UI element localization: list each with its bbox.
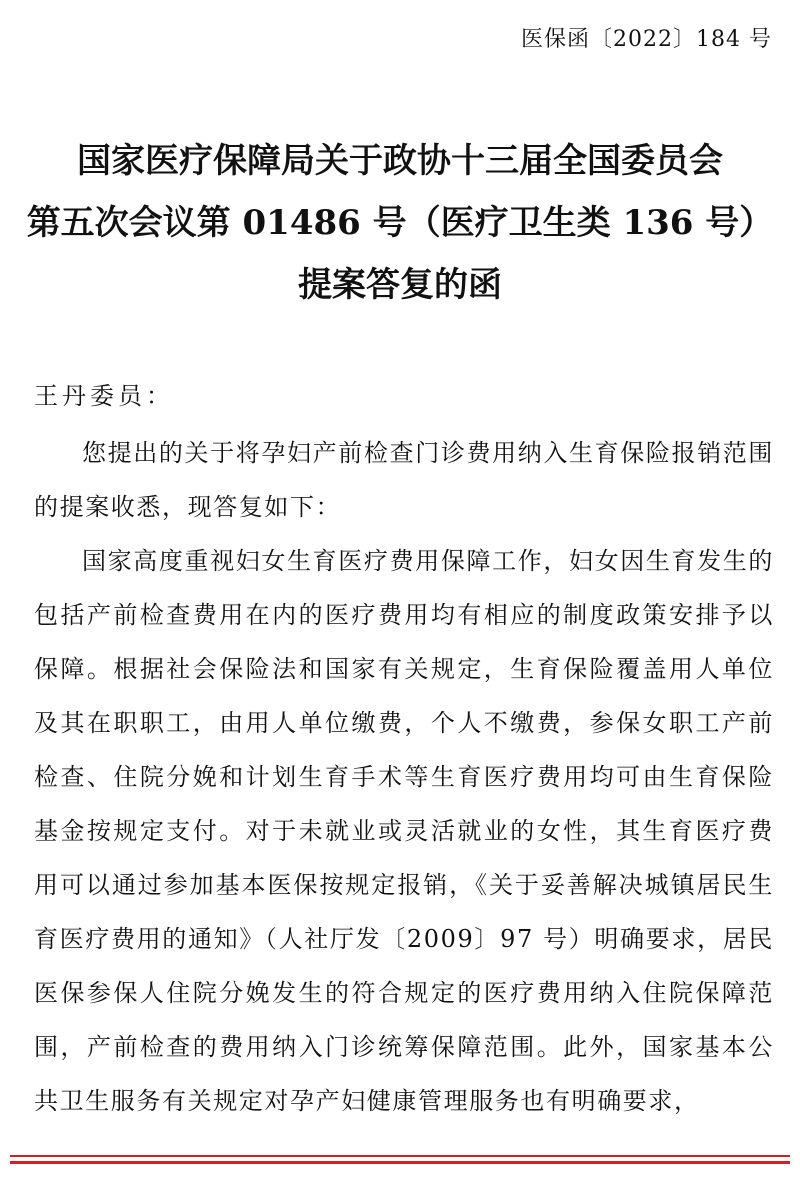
footer-rule-thick xyxy=(10,1161,790,1164)
document-title xyxy=(0,130,800,316)
title-line-1: 国家医疗保障局关于政协十三届全国委员会 xyxy=(77,141,723,181)
body-text xyxy=(34,426,774,1128)
paragraph-2: 国家高度重视妇女生育医疗费用保障工作，妇女因生育发生的包括产前检查费用在内的医疗费用均有相应的制度政策安排予以保障。根据社会保险法和国家有关规定，生育保险覆盖用人单位及其在职职工，由用人单位缴费，个人不缴费，参保女职工产前检查、住院分娩和计划生育手术等生育医疗费用均可由生育保险基金按规定支付。对于未就业或灵活就业的女性，其生育医疗费用可以通过参加基本医保按规定报销，《关于妥善解决城镇居民生育医疗费用的通知》（人社厅发〔2009〕97 号）明确要求，居民医保参保人住院分娩发生的符合规定的医疗费用纳入住院保障范围，产前检查的费用纳入门诊统筹保障范围。此外，国家基本公共卫生服务有关规定对孕产妇健康管理服务也有明确要求， xyxy=(34,547,774,1115)
paragraph-1: 您提出的关于将孕妇产前检查门诊费用纳入生育保险报销范围的提案收悉，现答复如下： xyxy=(34,439,774,521)
document-number: 医保函〔2022〕184 号 xyxy=(521,27,772,52)
footer-rule-thin xyxy=(10,1155,790,1157)
title-line-3: 提案答复的函 xyxy=(298,265,502,305)
title-line-2: 第五次会议第 01486 号（医疗卫生类 136 号） xyxy=(26,203,774,243)
salutation: 王丹委员： xyxy=(34,382,174,410)
